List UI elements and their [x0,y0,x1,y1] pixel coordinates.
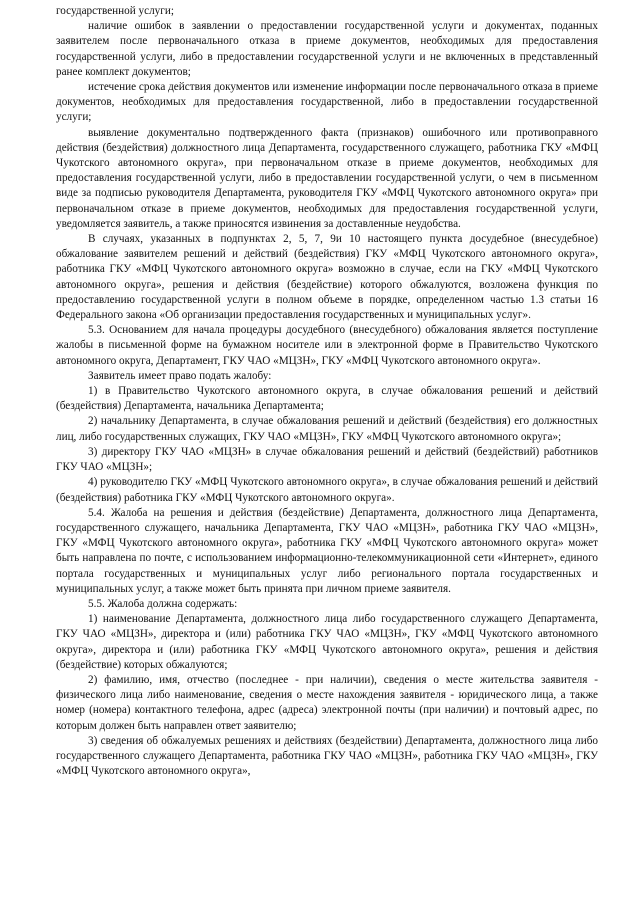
paragraph-mfc-appeal-cases: В случаях, указанных в подпунктах 2, 5, 7, 9и 10 настоящего пункта досудебное (внесудебное) обжалование заявителем решений и действий (бездействия) ГКУ «МФЦ Чукотского автономного округа», работника ГКУ «МФЦ Чукотского автономного округа» возможно в случае, если на ГКУ «МФЦ Чукотского автономного округа», решения и действия (бездействие) которого обжалуются, возложена функция по предоставлению государственной услуги в полном объеме в порядке, определенном частью 1.3 статьи 16 Федерального закона «Об организации предоставления государственных и муниципальных услуг». [56,233,598,322]
list-item-3: 3) директору ГКУ ЧАО «МЦЗН» в случае обжалования решений и действий (бездействий) работников ГКУ ЧАО «МЦЗН»; [56,445,598,474]
list-item-2: 2) начальнику Департамента, в случае обжалования решений и действий (бездействия) его должностных лиц, либо государственных служащих, ГКУ ЧАО «МЦЗН», ГКУ «МФЦ Чукотского автономного округа»; [56,415,598,443]
content-item-1: 1) наименование Департамента, должностного лица либо государственного служащего Департамента, ГКУ ЧАО «МЦЗН», директора и (или) работника ГКУ ЧАО «МЦЗН», ГКУ «МФЦ Чукотского автономного округа», директора и (или) работника ГКУ «МФЦ Чукотского автономного округа», решения и действия (бездействие) которых обжалуются; [56,613,598,671]
paragraph-expiry-of-documents: истечение срока действия документов или изменение информации после первоначального отказа в приеме документов, необходимых для предоставления государственной, либо в предоставлении государственной услуги; [56,81,598,124]
paragraph-continuation: государственной услуги; [56,5,174,17]
list-item-1: 1) в Правительство Чукотского автономного округа, в случае обжалования решений и действий (бездействия) Департамента, начальника Департамента; [56,385,598,413]
paragraph-unlawful-action: выявление документально подтвержденного факта (признаков) ошибочного или противоправного действия (бездействия) должностного лица Департамента, государственного служащего, работника ГКУ «МФЦ Чукотского автономного округа», при первоначальном отказе в приеме документов, необходимых для предоставления государственной услуги, либо в предоставлении государственной услуги, о чем в письменном виде за подписью руководителя Департамента, руководителя ГКУ «МФЦ Чукотского автономного округа» при первоначальном отказе в приеме документов, необходимых для предоставления государственной услуги, уведомляется заявитель, а также приносятся извинения за доставленные неудобства. [56,126,598,230]
paragraph-errors-in-application: наличие ошибок в заявлении о предоставлении государственной услуги и документах, поданных заявителем после первоначального отказа в приеме документов, необходимых для предоставления государственной услуги, либо в предоставлении государственной услуги и не включенных в представленный ранее комплект документов; [56,20,598,78]
content-item-2: 2) фамилию, имя, отчество (последнее - при наличии), сведения о месте жительства заявителя - физического лица либо наименование, сведения о месте нахождения заявителя - юридического лица, а также номер (номера) контактного телефона, адрес (адреса) электронной почты (при наличии) и почтовый адрес, по которым должен быть направлен ответ заявителю; [56,673,598,732]
paragraph-5-5: 5.5. Жалоба должна содержать: [88,597,238,610]
content-item-3: 3) сведения об обжалуемых решениях и действиях (бездействии) Департамента, должностного лица либо государственного служащего Департамента, работника ГКУ ЧАО «МЦЗН», работника ГКУ ЧАО «МЦЗН», ГКУ «МФЦ Чукотского автономного округа», [56,734,598,778]
document-page [56,4,598,779]
paragraph-right-to-complain: Заявитель имеет право подать жалобу: [88,369,272,382]
paragraph-5-3: 5.3. Основанием для начала процедуры досудебного (внесудебного) обжалования является поступление жалобы в письменной форме на бумажном носителе или в электронной форме в Правительство Чукотского автономного округа, Департамент, ГКУ ЧАО «МЦЗН», ГКУ «МФЦ Чукотского автономного округа». [56,324,598,367]
paragraph-5-4: 5.4. Жалоба на решения и действия (бездействие) Департамента, должностного лица Департамента, государственного служащего, начальника Департамента, ГКУ ЧАО «МЦЗН», работника ГКУ ЧАО «МЦЗН», ГКУ «МФЦ Чукотского автономного округа», работника ГКУ «МФЦ Чукотского автономного округа» может быть направлена по почте, с использованием информационно-телекоммуникационной сети «Интернет», единого портала государственных и муниципальных услуг либо регионального портала государственных и муниципальных услуг, а также может быть принята при личном приеме заявителя. [56,506,598,595]
list-item-4: 4) руководителю ГКУ «МФЦ Чукотского автономного округа», в случае обжалования решений и действий (бездействия) работника ГКУ «МФЦ Чукотского автономного округа». [56,476,598,504]
